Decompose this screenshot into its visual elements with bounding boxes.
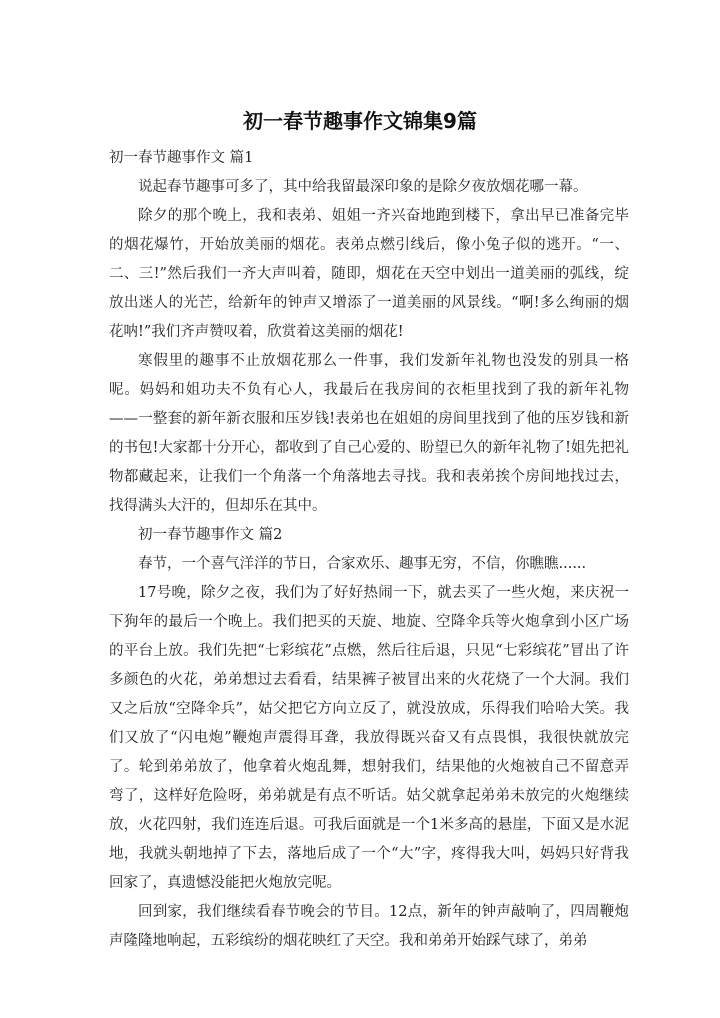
article-body — [109, 144, 629, 956]
page-title: 初一春节趣事作文锦集9篇 — [243, 109, 477, 133]
paragraph: 寒假里的趣事不止放烟花那么一件事，我们发新年礼物也没发的别具一格呢。妈妈和姐功夫不负有心人，我最后在我房间的衣柜里找到了我的新年礼物——一整套的新年新衣服和压岁钱!表弟也在姐姐的房间里找到了他的压岁钱和新的书包!大家都十分开心，都收到了自己心爱的、盼望已久的新年礼物了!姐先把礼物都藏起来，让我们一个角落一个角落地去寻找。我和表弟挨个房间地找过去，找得满头大汗的，但却乐在其中。 — [109, 353, 629, 514]
paragraph: 17号晚，除夕之夜，我们为了好好热闹一下，就去买了一些火炮，来庆祝一下狗年的最后一个晚上。我们把买的天旋、地旋、空降伞兵等火炮拿到小区广场的平台上放。我们先把“七彩缤花”点燃，然后往后退，只见“七彩缤花”冒出了许多颜色的火花，弟弟想过去看看，结果裤子被冒出来的火花烧了一个大洞。我们又之后放“空降伞兵”，姑父把它方向立反了，就没放成，乐得我们哈哈大笑。我们又放了“闪电炮”鞭炮声震得耳聋，我放得既兴奋又有点畏惧，我很快就放完了。轮到弟弟放了，他拿着火炮乱舞，想射我们，结果他的火炮被自己不留意弄弯了，这样好危险呀，弟弟就是有点不听话。姑父就拿起弟弟未放完的火炮继续放，火花四射，我们连连后退。可我后面就是一个1米多高的悬崖，下面又是水泥地，我就头朝地掉了下去，落地后成了一个“大”字，疼得我大叫，妈妈只好背我回家了，真遗憾没能把火炮放完呢。 — [109, 585, 629, 891]
paragraph: 说起春节趣事可多了，其中给我留最深印象的是除夕夜放烟花哪一幕。 — [138, 179, 588, 195]
section-heading-1: 初一春节趣事作文 篇1 — [109, 150, 254, 166]
paragraph: 回到家，我们继续看春节晚会的节目。12点，新年的钟声敲响了，四周鞭炮声隆隆地响起，五彩缤纷的烟花映红了天空。我和弟弟开始踩气球了，弟弟 — [109, 904, 629, 949]
paragraph: 春节，一个喜气洋洋的节日，合家欢乐、趣事无穷，不信，你瞧瞧...... — [138, 556, 587, 572]
section-heading-2: 初一春节趣事作文 篇2 — [138, 527, 283, 543]
paragraph: 除夕的那个晚上，我和表弟、姐姐一齐兴奋地跑到楼下，拿出早已准备完毕的烟花爆竹，开始放美丽的烟花。表弟点燃引线后，像小兔子似的逃开。“一、二、三!”然后我们一齐大声叫着，随即，烟花在天空中划出一道美丽的弧线，绽放出迷人的光芒，给新年的钟声又增添了一道美丽的风景线。“啊!多么绚丽的烟花呐!”我们齐声赞叹着，欣赏着这美丽的烟花! — [109, 208, 629, 340]
